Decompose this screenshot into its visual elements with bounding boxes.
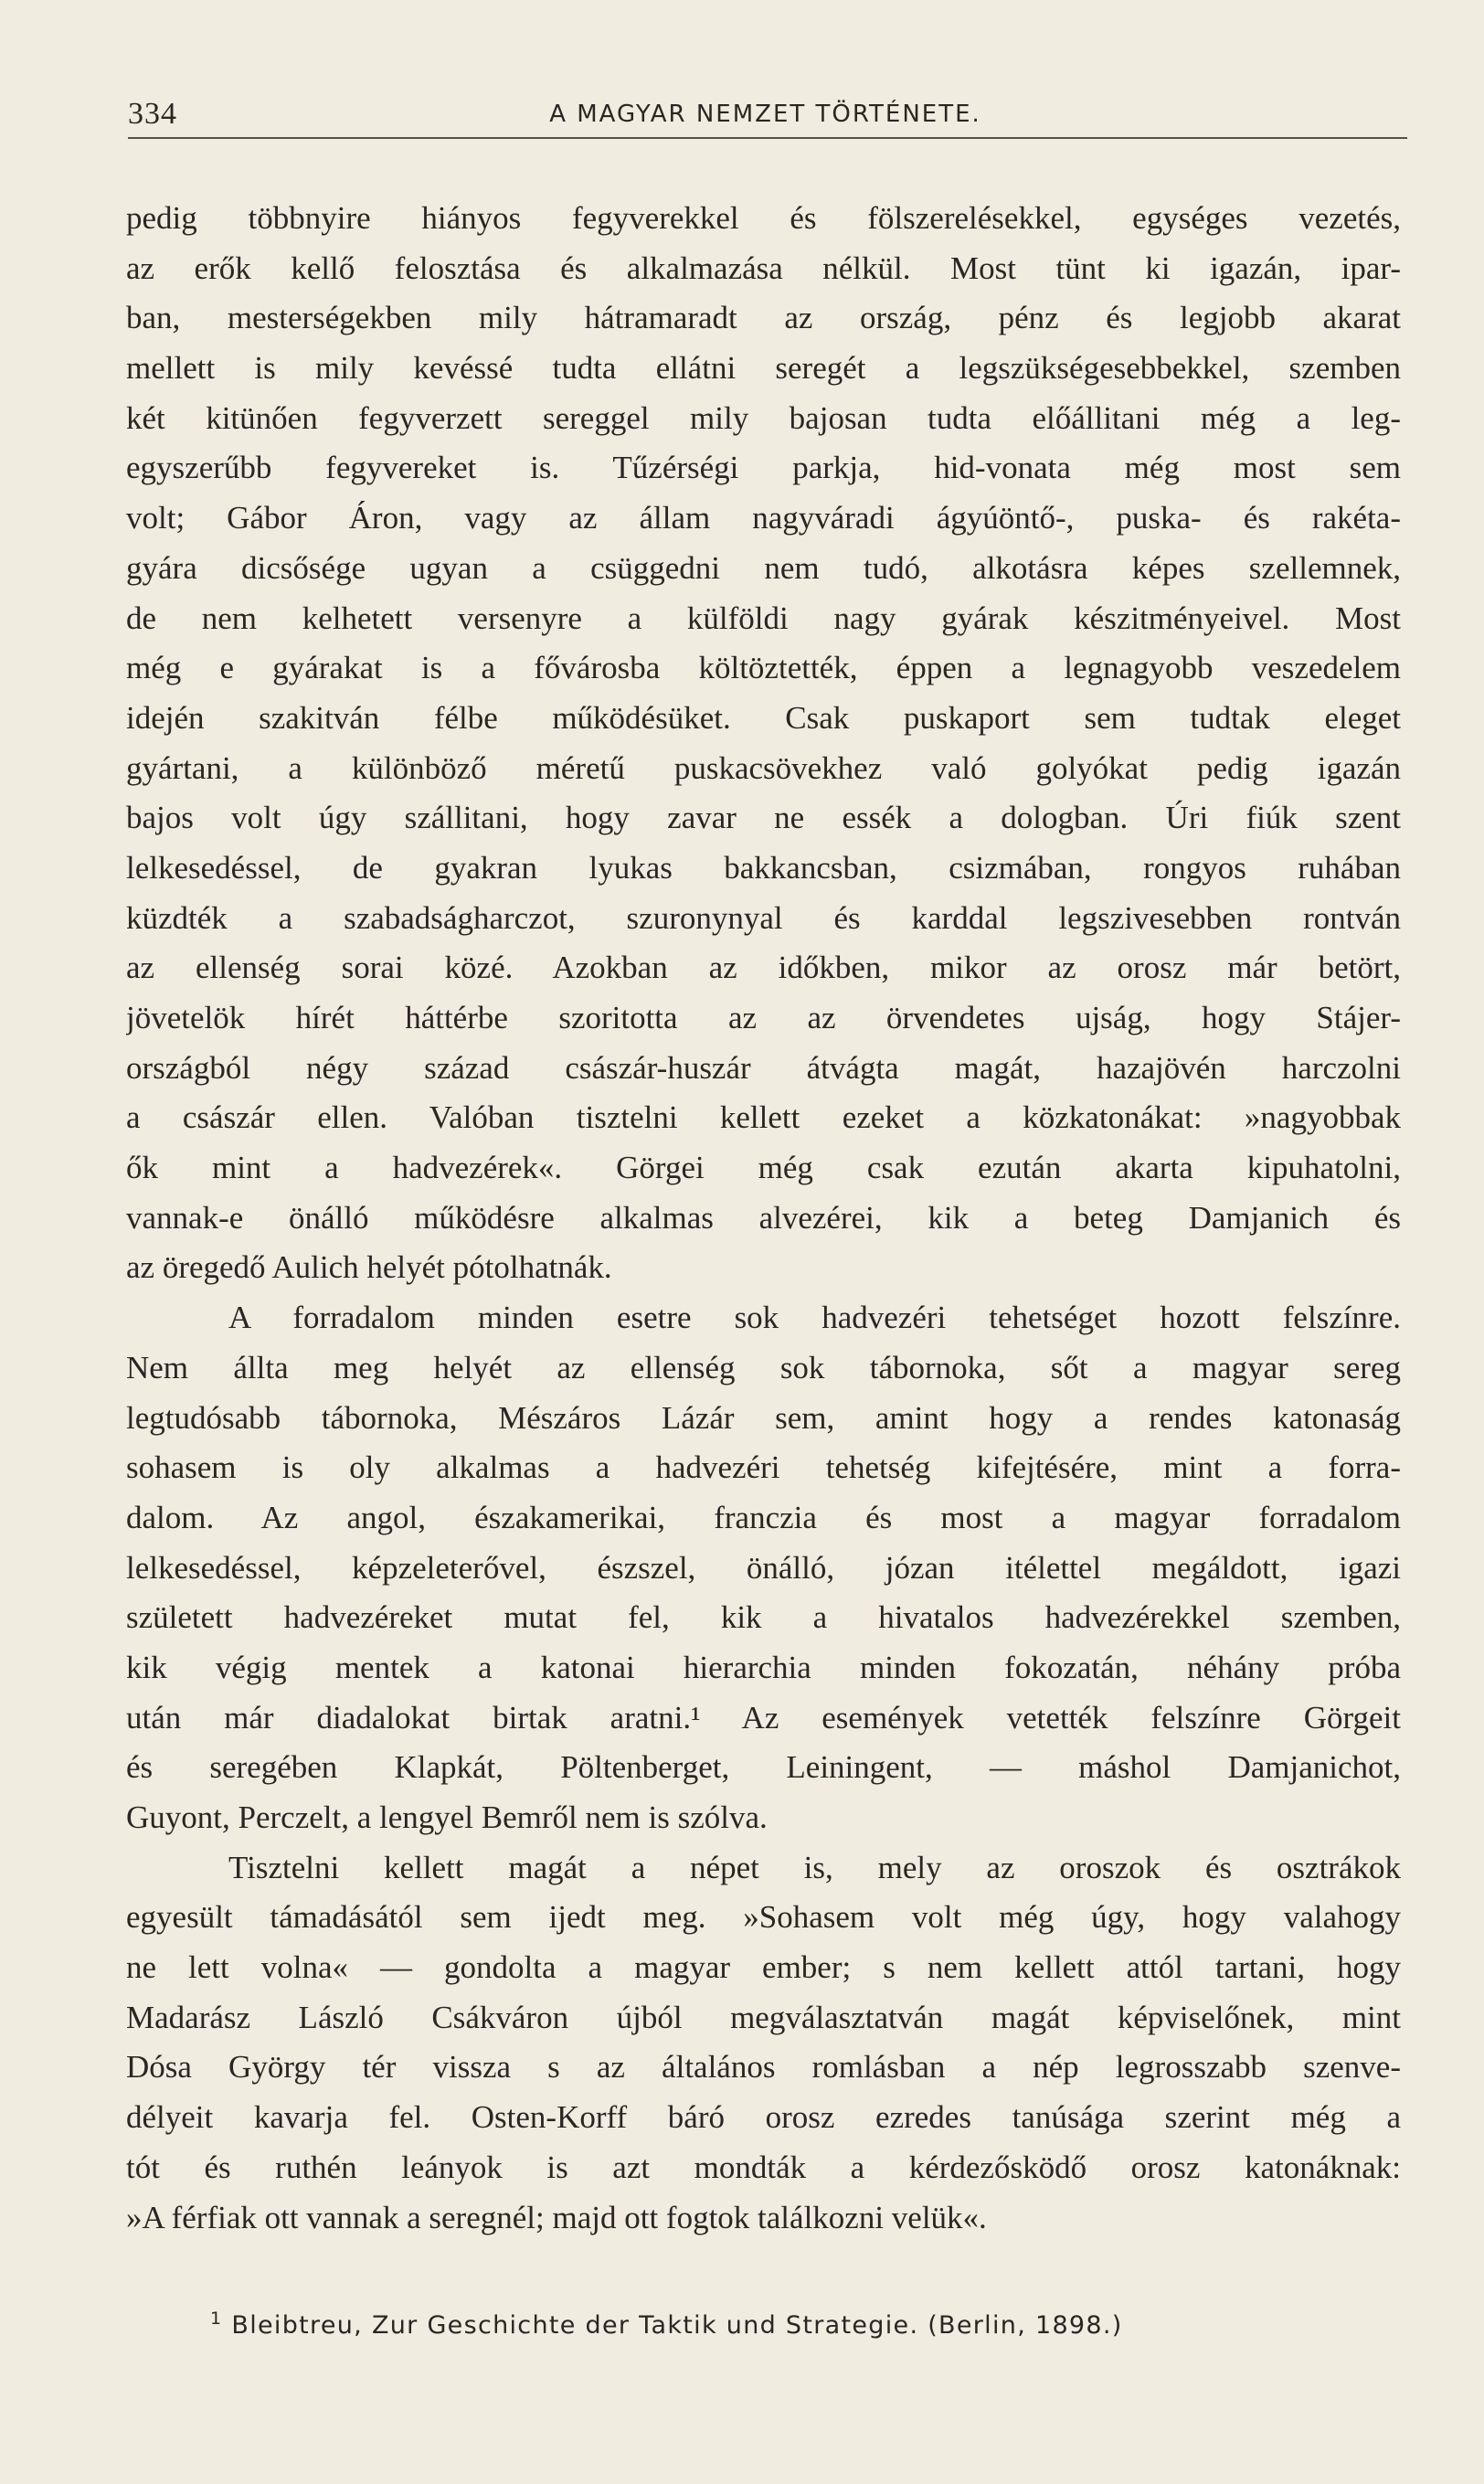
footnote-mark: 1 [210, 2309, 223, 2329]
text-line: idején szakitván félbe működésüket. Csak puskaport sem tudtak eleget [126, 699, 1401, 736]
text-line: gyártani, a különböző méretű puskacsövekhez való golyókat pedig igazán [126, 749, 1401, 786]
text-line: dalom. Az angol, északamerikai, franczia és most a magyar forradalom [126, 1499, 1401, 1535]
text-line: kik végig mentek a katonai hierarchia minden fokozatán, néhány próba [126, 1649, 1401, 1685]
text-line: országból négy század császár-huszár átvágta magát, hazajövén harczolni [126, 1049, 1401, 1086]
text-line: de nem kelhetett versenyre a külföldi nagy gyárak készitményeivel. Most [126, 600, 1401, 636]
text-line: legtudósabb tábornoka, Mészáros Lázár sem, amint hogy a rendes katonaság [126, 1399, 1401, 1436]
text-line: pedig többnyire hiányos fegyverekkel és fölszerelésekkel, egységes vezetés, [126, 200, 1401, 236]
text-line: »A férfiak ott vannak a seregnél; majd ott fogtok találkozni velük«. [126, 2199, 987, 2235]
text-line: lelkesedéssel, de gyakran lyukas bakkancsban, csizmában, rongyos ruhában [126, 849, 1401, 886]
text-line: vannak-e önálló működésre alkalmas alvezérei, kik a beteg Damjanich és [126, 1199, 1401, 1236]
text-line: Madarász László Csákváron újból megválasztatván magát képviselőnek, mint [126, 1999, 1401, 2035]
header-rule [128, 137, 1407, 139]
text-line: született hadvezéreket mutat fel, kik a hivatalos hadvezérekkel szemben, [126, 1599, 1401, 1636]
text-line: Dósa György tér vissza s az általános romlásban a nép legrosszabb szenve- [126, 2049, 1401, 2086]
text-line: ők mint a hadvezérek«. Görgei még csak ezután akarta kipuhatolni, [126, 1150, 1401, 1186]
footnote-text: Bleibtreu, Zur Geschichte der Taktik und Strategie. (Berlin, 1898.) [231, 2311, 1123, 2340]
text-line: mellett is mily kevéssé tudta ellátni seregét a legszükségesebbekkel, szemben [126, 350, 1401, 387]
text-line: még e gyárakat is a fővárosba költöztették, éppen a legnagyobb veszedelem [126, 650, 1401, 686]
text-line: bajos volt úgy szállitani, hogy zavar ne essék a dologban. Úri fiúk szent [126, 800, 1401, 836]
text-line: gyára dicsősége ugyan a csüggedni nem tudó, alkotásra képes szellemnek, [126, 549, 1401, 586]
text-line: A forradalom minden esetre sok hadvezéri tehetséget hozott felszínre. [228, 1300, 1401, 1336]
text-line: lelkesedéssel, képzeleterővel, észszel, önálló, józan itélettel megáldott, igazi [126, 1549, 1401, 1586]
text-line: és seregében Klapkát, Pöltenberget, Leiningent, — máshol Damjanichot, [126, 1749, 1401, 1786]
text-line: sohasem is oly alkalmas a hadvezéri tehetség kifejtésére, mint a forra- [126, 1449, 1401, 1486]
text-line: Nem állta meg helyét az ellenség sok tábornoka, sőt a magyar sereg [126, 1349, 1401, 1385]
text-line: két kitünően fegyverzett sereggel mily bajosan tudta előállitani még a leg- [126, 399, 1401, 436]
body-text [126, 194, 1401, 2243]
text-line: tót és ruthén leányok is azt mondták a kérdezősködő orosz katonáknak: [126, 2149, 1401, 2185]
text-line: jövetelök hírét háttérbe szoritotta az az örvendetes ujság, hogy Stájer- [126, 1000, 1401, 1035]
text-line: ban, mesterségekben mily hátramaradt az ország, pénz és legjobb akarat [126, 300, 1401, 336]
text-line: az öregedő Aulich helyét pótolhatnák. [126, 1249, 612, 1286]
text-line: a császár ellen. Valóban tisztelni kellett ezeket a közkatonákat: »nagyobbak [126, 1099, 1401, 1136]
text-line: ne lett volna« — gondolta a magyar ember; s nem kellett attól tartani, hogy [126, 1949, 1401, 1986]
text-line: egyszerűbb fegyvereket is. Tűzérségi parkja, hid-vonata még most sem [126, 450, 1401, 486]
footnote [210, 2309, 1123, 2340]
running-title: A MAGYAR NEMZET TÖRTÉNETE. [549, 101, 981, 128]
text-line: Guyont, Perczelt, a lengyel Bemről nem is szólva. [126, 1799, 768, 1835]
text-line: az ellenség sorai közé. Azokban az időkben, mikor az orosz már betört, [126, 950, 1401, 986]
text-line: az erők kellő felosztása és alkalmazása nélkül. Most tünt ki igazán, ipar- [126, 249, 1401, 286]
text-line: után már diadalokat birtak aratni.¹ Az események vetették felszínre Görgeit [126, 1699, 1401, 1736]
text-line: délyeit kavarja fel. Osten-Korff báró orosz ezredes tanúsága szerint még a [126, 2099, 1401, 2136]
text-line: Tisztelni kellett magát a népet is, mely az oroszok és osztrákok [228, 1849, 1401, 1885]
text-line: volt; Gábor Áron, vagy az állam nagyváradi ágyúöntő-, puska- és rakéta- [126, 500, 1401, 536]
text-line: egyesült támadásától sem ijedt meg. »Sohasem volt még úgy, hogy valahogy [126, 1899, 1401, 1936]
page-number: 334 [128, 97, 177, 131]
text-line: küzdték a szabadságharczot, szuronynyal és karddal legszivesebben rontván [126, 899, 1401, 936]
page-header [128, 93, 1403, 137]
